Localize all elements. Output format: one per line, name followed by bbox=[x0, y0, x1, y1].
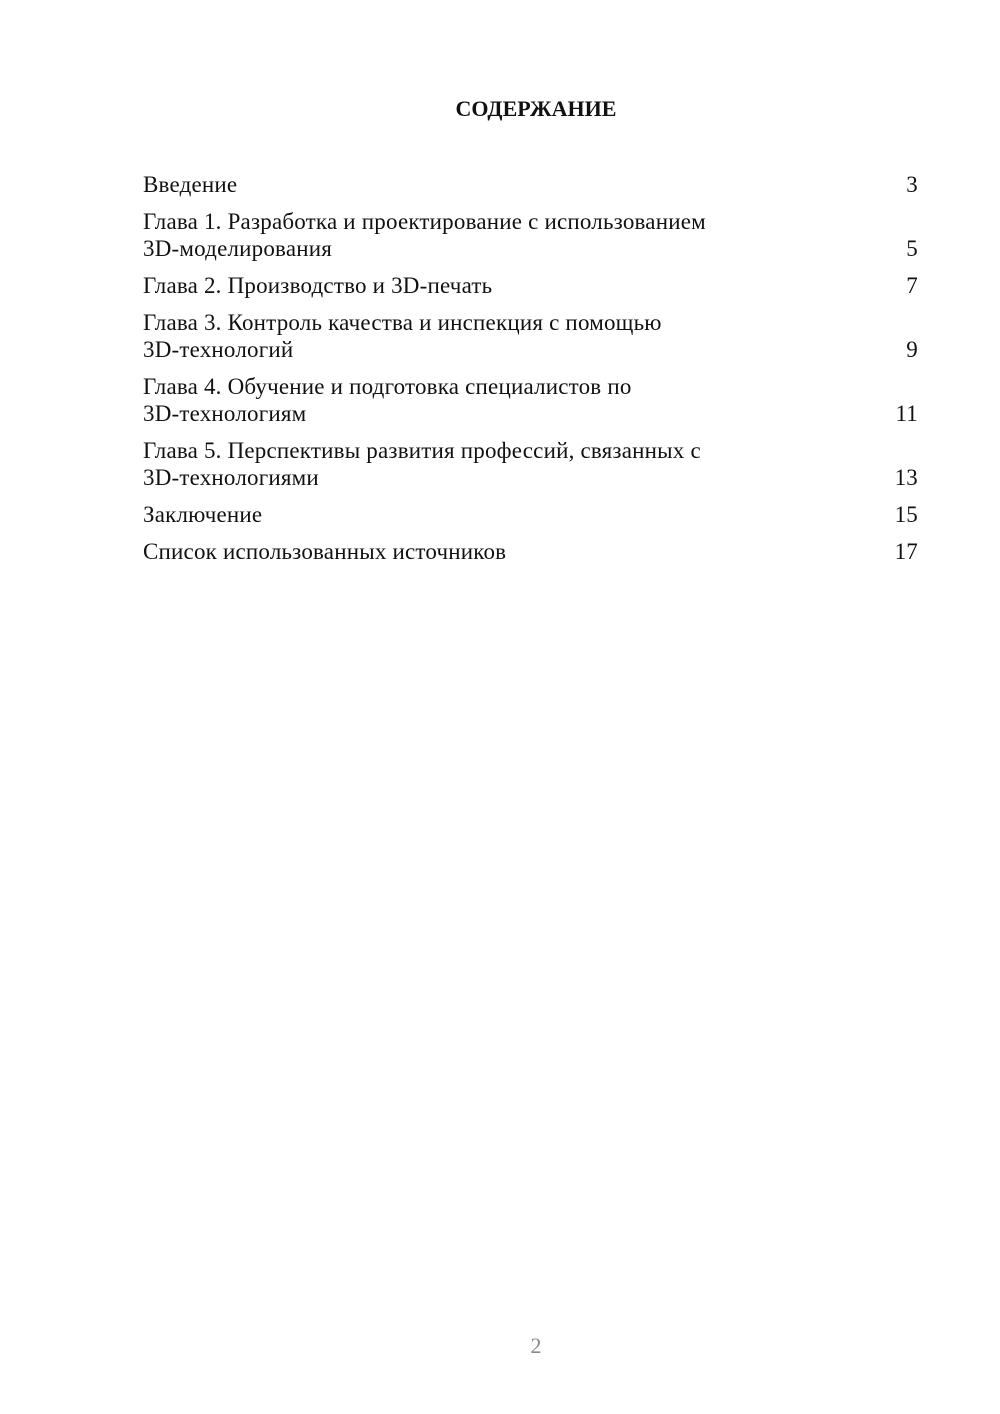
toc-entry-title bbox=[143, 538, 506, 565]
toc-entry-title bbox=[143, 208, 706, 262]
toc-entry-line: Заключение bbox=[143, 502, 263, 527]
toc-entry-page: 7 bbox=[906, 273, 918, 298]
toc-entry-line: Введение bbox=[143, 172, 238, 197]
toc-entry-page: 17 bbox=[894, 539, 918, 564]
toc-entry-line: Глава 2. Производство и 3D-печать bbox=[143, 273, 493, 298]
toc-entry-page: 5 bbox=[906, 236, 918, 261]
toc-entry-page: 15 bbox=[894, 502, 918, 527]
toc-entry-title bbox=[143, 373, 632, 427]
toc-entry-title bbox=[143, 309, 662, 363]
toc-entry-page: 3 bbox=[906, 172, 918, 197]
toc-entry[interactable] bbox=[143, 208, 918, 262]
toc-entry[interactable] bbox=[143, 309, 918, 363]
toc-entry-title bbox=[143, 272, 492, 299]
toc-entry-line: 3D-технологиям bbox=[143, 401, 307, 426]
toc-entry-line: 3D-технологиями bbox=[143, 465, 319, 490]
toc-entry-line: Список использованных источников bbox=[143, 539, 507, 564]
toc-entry-title bbox=[143, 501, 262, 528]
toc-entry[interactable] bbox=[143, 501, 918, 528]
toc-entry[interactable] bbox=[143, 272, 918, 299]
toc-entry[interactable] bbox=[143, 373, 918, 427]
toc-entry-line: 3D-моделирования bbox=[143, 236, 333, 261]
toc-entry-line: Глава 5. Перспективы развития профессий, связанных с bbox=[143, 438, 701, 463]
toc-entry-line: Глава 4. Обучение и подготовка специалистов по bbox=[143, 374, 632, 399]
toc-entry-line: Глава 3. Контроль качества и инспекция с помощью bbox=[143, 310, 662, 335]
toc-entry[interactable] bbox=[143, 437, 918, 491]
page-title: СОДЕРЖАНИЕ bbox=[455, 96, 617, 121]
toc-entry-title bbox=[143, 171, 237, 198]
page-number: 2 bbox=[530, 1333, 542, 1358]
toc-entry[interactable] bbox=[143, 538, 918, 565]
toc-entry-page: 13 bbox=[894, 465, 918, 490]
toc-entry-line: Глава 1. Разработка и проектирование с использованием bbox=[143, 209, 706, 234]
toc-entry-page: 9 bbox=[906, 337, 918, 362]
table-of-contents bbox=[143, 171, 918, 575]
toc-entry-line: 3D-технологий bbox=[143, 337, 294, 362]
toc-entry-title bbox=[143, 437, 701, 491]
toc-entry-page: 11 bbox=[895, 401, 918, 426]
toc-entry[interactable] bbox=[143, 171, 918, 198]
